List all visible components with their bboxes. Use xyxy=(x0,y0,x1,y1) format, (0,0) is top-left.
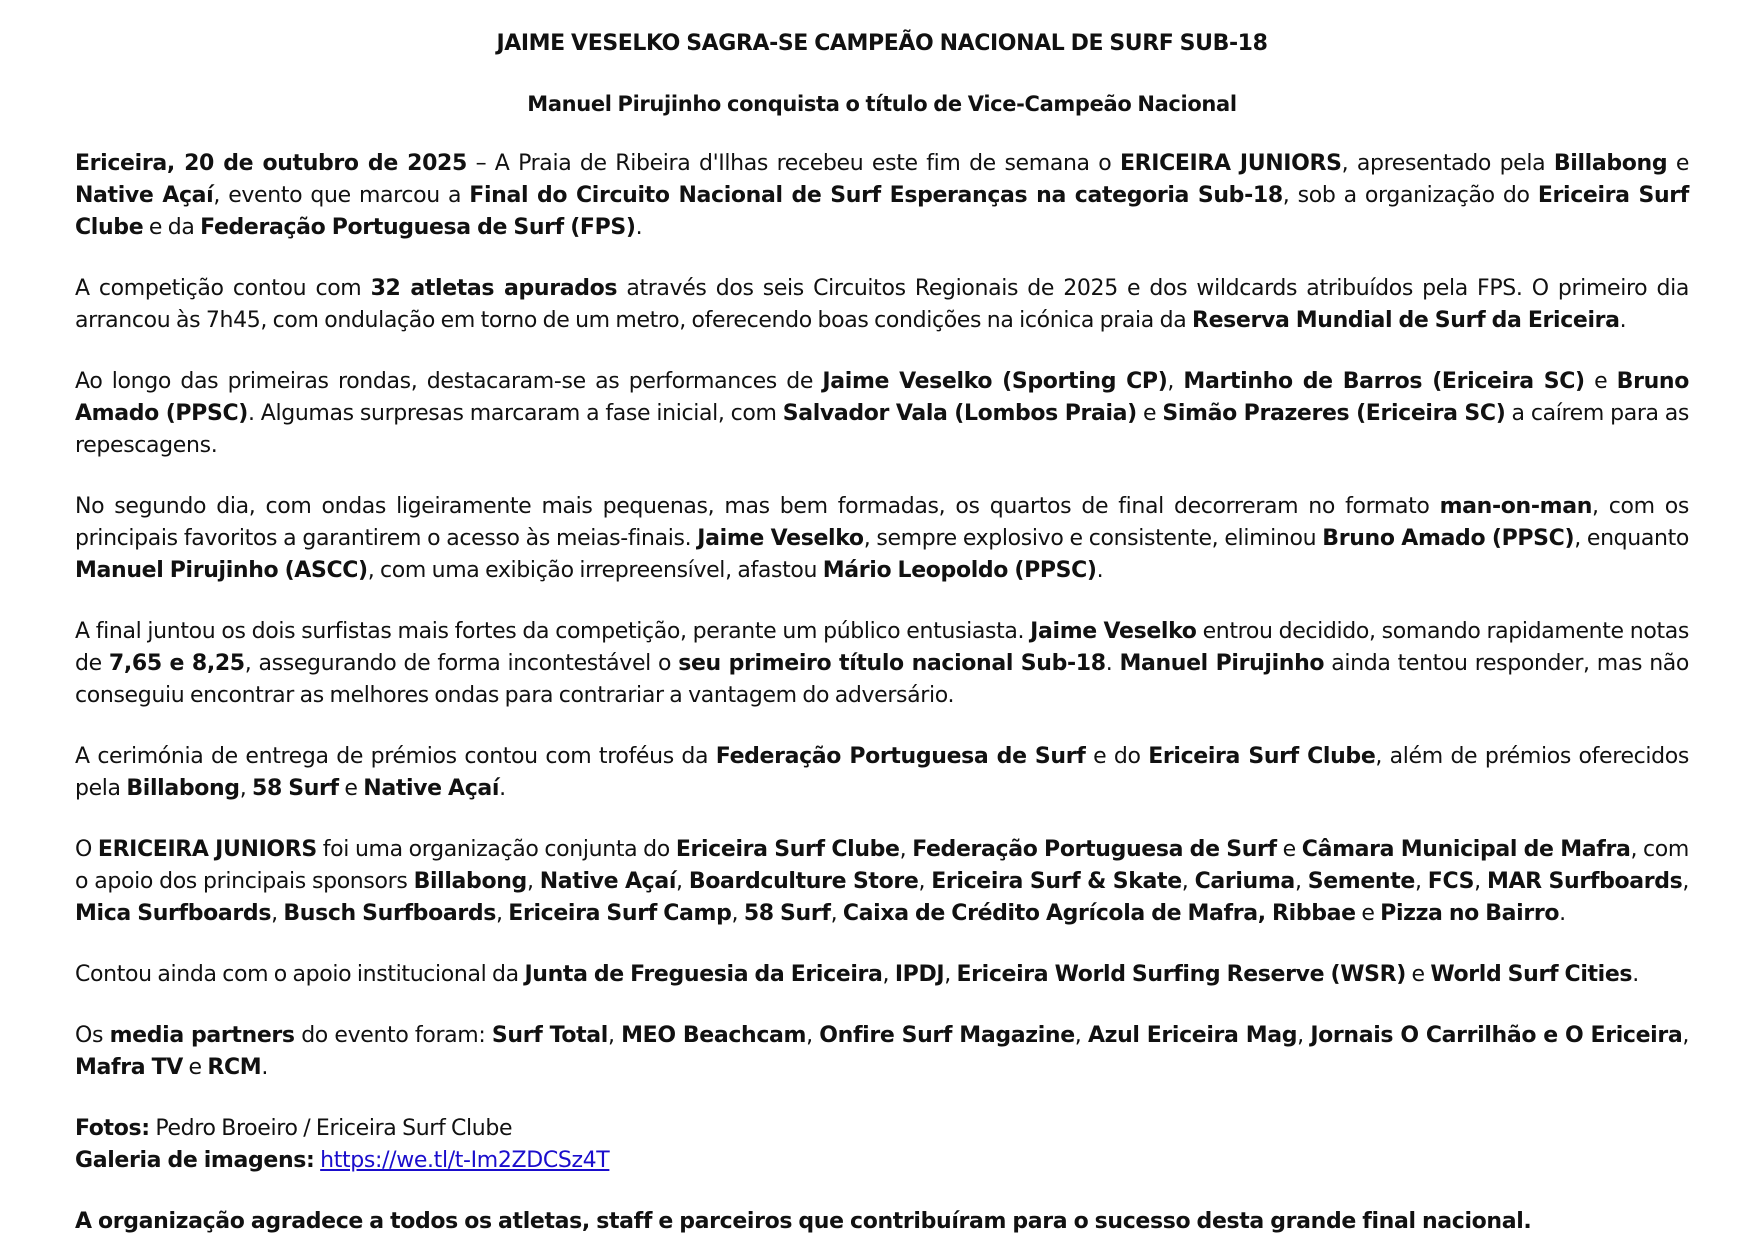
text-segment: , xyxy=(1294,869,1308,894)
text-segment: , com os principais favoritos a garantirem o acesso às meias-finais. xyxy=(75,494,1689,551)
text-segment: e xyxy=(1136,401,1163,426)
text-segment: e da xyxy=(143,215,201,240)
paragraph-organization xyxy=(75,834,1689,930)
text-segment: foi uma organização conjunta do xyxy=(316,837,676,862)
bold-text-segment: Final do Circuito Nacional de Surf Esperanças na categoria Sub-18 xyxy=(469,183,1283,208)
text-segment: , xyxy=(676,869,689,894)
bold-text-segment: Martinho de Barros (Ericeira SC) xyxy=(1183,369,1585,394)
text-segment: , xyxy=(899,837,913,862)
photo-credit-label: Fotos: xyxy=(75,1116,150,1141)
paragraph-final xyxy=(75,616,1689,712)
paragraph-intro xyxy=(75,148,1689,244)
bold-text-segment: Mafra TV xyxy=(75,1055,183,1080)
text-segment: ainda tentou responder, mas não conseguiu encontrar as melhores ondas para contrariar a vantagem do adversário. xyxy=(75,651,1690,708)
text-segment: , assegurando de forma incontestável o xyxy=(244,651,679,676)
text-segment: , xyxy=(1682,1023,1690,1048)
text-segment: , xyxy=(918,869,932,894)
text-segment: , xyxy=(239,776,253,801)
bold-text-segment: Salvador Vala (Lombos Praia) xyxy=(782,401,1137,426)
subheadline: Manuel Pirujinho conquista o título de Vice-Campeão Nacional xyxy=(527,92,1237,116)
text-segment: e xyxy=(1584,369,1617,394)
text-segment: , com uma exibição irrepreensível, afastou xyxy=(367,558,823,583)
text-segment: , xyxy=(1297,1023,1311,1048)
paragraph-first-rounds xyxy=(75,366,1689,462)
bold-text-segment: FCS xyxy=(1427,869,1475,894)
bold-text-segment: Mica Surfboards xyxy=(75,901,272,926)
bold-text-segment: Billabong xyxy=(1553,151,1668,176)
text-segment: , xyxy=(806,1023,820,1048)
bold-text-segment: Boardculture Store xyxy=(688,869,919,894)
text-segment: e xyxy=(1405,962,1431,987)
text-segment: , xyxy=(526,869,540,894)
bold-text-segment: Ericeira Surf Clube xyxy=(1148,744,1376,769)
bold-text-segment: Semente xyxy=(1307,869,1415,894)
bold-text-segment: Jaime Veselko (Sporting CP) xyxy=(822,369,1168,394)
bold-text-segment: Câmara Municipal de Mafra xyxy=(1301,837,1631,862)
gallery-link[interactable]: https://we.tl/t-Im2ZDCSz4T xyxy=(320,1148,610,1173)
bold-text-segment: Bruno Amado (PPSC) xyxy=(1322,526,1575,551)
paragraph-second-day xyxy=(75,491,1689,587)
article-body xyxy=(75,148,1689,1084)
bold-text-segment: RCM xyxy=(207,1055,262,1080)
text-segment: . xyxy=(1096,558,1104,583)
bold-text-segment: Federação Portuguesa de Surf xyxy=(912,837,1277,862)
text-segment: A competição contou com xyxy=(75,276,371,301)
text-segment: , xyxy=(607,1023,622,1048)
bold-text-segment: Junta de Freguesia da Ericeira xyxy=(524,962,883,987)
bold-text-segment: man-on-man xyxy=(1439,494,1593,519)
bold-text-segment: Ericeira Surf Clube xyxy=(75,183,1690,240)
bold-text-segment: World Surf Cities xyxy=(1430,962,1633,987)
bold-text-segment: 32 atletas apurados xyxy=(370,276,618,301)
text-segment: . xyxy=(1105,651,1120,676)
bold-text-segment: Ericeira Surf & Skate xyxy=(931,869,1182,894)
bold-text-segment: seu primeiro título nacional Sub-18 xyxy=(678,651,1106,676)
credits-block xyxy=(75,1113,1689,1177)
text-segment: . xyxy=(499,776,506,801)
text-segment: Ao longo das primeiras rondas, destacaram-se as performances de xyxy=(75,369,823,394)
text-segment: , xyxy=(1181,869,1195,894)
bold-text-segment: Billabong xyxy=(413,869,527,894)
text-segment: e xyxy=(1276,837,1302,862)
paragraph-competition xyxy=(75,273,1689,337)
bold-text-segment: 58 Surf xyxy=(252,776,339,801)
text-segment: e xyxy=(338,776,364,801)
bold-text-segment: Native Açaí xyxy=(539,869,677,894)
bold-text-segment: Jornais O Carrilhão e O Ericeira xyxy=(1310,1023,1683,1048)
bold-text-segment: Manuel Pirujinho (ASCC) xyxy=(75,558,368,583)
text-segment: , com o apoio dos principais sponsors xyxy=(75,837,1689,894)
text-segment: . xyxy=(1632,962,1639,987)
text-segment: , além de prémios oferecidos pela xyxy=(75,744,1689,801)
bold-text-segment: Cariuma xyxy=(1194,869,1295,894)
bold-text-segment: Bruno Amado (PPSC) xyxy=(75,369,1689,426)
bold-text-segment: media partners xyxy=(109,1023,295,1048)
bold-text-segment: Reserva Mundial de Surf da Ericeira xyxy=(1191,308,1620,333)
bold-text-segment: Jaime Veselko xyxy=(697,526,864,551)
closing-statement: A organização agradece a todos os atletas, staff e parceiros que contribuíram para o sucesso desta grande final nacional. xyxy=(75,1209,1532,1234)
bold-text-segment: Billabong xyxy=(126,776,240,801)
text-segment: Contou ainda com o apoio institucional da xyxy=(75,962,525,987)
press-release-page xyxy=(75,28,1689,1238)
paragraph-awards xyxy=(75,741,1689,805)
bold-text-segment: 7,65 e 8,25 xyxy=(108,651,245,676)
bold-text-segment: Federação Portuguesa de Surf (FPS) xyxy=(200,215,636,240)
text-segment: A final juntou os dois surfistas mais fortes da competição, perante um público entusiasta. xyxy=(75,619,1031,644)
text-segment: No segundo dia, com ondas ligeiramente mais pequenas, mas bem formadas, os quartos de final decorreram no formato xyxy=(75,494,1440,519)
bold-text-segment: MEO Beachcam xyxy=(621,1023,807,1048)
bold-text-segment: ERICEIRA JUNIORS xyxy=(1119,151,1342,176)
text-segment: , xyxy=(271,901,284,926)
text-segment: , apresentado pela xyxy=(1341,151,1554,176)
text-segment: – A Praia de Ribeira d'Ilhas recebeu este fim de semana o xyxy=(466,151,1120,176)
text-segment: . xyxy=(261,1055,268,1080)
bold-text-segment: 58 Surf xyxy=(743,901,831,926)
text-segment: . xyxy=(1559,901,1566,926)
bold-text-segment: Ericeira, 20 de outubro de 2025 xyxy=(75,151,467,176)
bold-text-segment: Pizza no Bairro xyxy=(1380,901,1560,926)
text-segment: A cerimónia de entrega de prémios contou com troféus da xyxy=(75,744,716,769)
bold-text-segment: Caixa de Crédito Agrícola de Mafra, Ribbae xyxy=(842,901,1356,926)
bold-text-segment: Mário Leopoldo (PPSC) xyxy=(822,558,1097,583)
text-segment: entrou decidido, somando rapidamente notas de xyxy=(75,619,1689,676)
text-segment: Os xyxy=(75,1023,110,1048)
headline: JAIME VESELKO SAGRA-SE CAMPEÃO NACIONAL DE SURF SUB-18 xyxy=(496,31,1268,56)
bold-text-segment: Ericeira Surf Clube xyxy=(675,837,900,862)
text-segment: , xyxy=(731,901,744,926)
bold-text-segment: Jaime Veselko xyxy=(1030,619,1197,644)
bold-text-segment: Ericeira World Surfing Reserve (WSR) xyxy=(956,962,1406,987)
bold-text-segment: Busch Surfboards xyxy=(283,901,496,926)
text-segment: , xyxy=(1682,869,1690,894)
text-segment: . xyxy=(635,215,643,240)
text-segment: , xyxy=(1474,869,1487,894)
bold-text-segment: Ericeira Surf Camp xyxy=(508,901,732,926)
bold-text-segment: Native Açaí xyxy=(363,776,500,801)
photo-credit xyxy=(75,1113,1689,1145)
paragraph-institutional xyxy=(75,959,1689,991)
text-segment: , xyxy=(830,901,843,926)
bold-text-segment: Manuel Pirujinho xyxy=(1119,651,1325,676)
text-segment: , xyxy=(1414,869,1428,894)
text-segment: , enquanto xyxy=(1574,526,1689,551)
text-segment: através dos seis Circuitos Regionais de 2025 e dos wildcards atribuídos pela FPS. O primeiro dia arrancou às 7h45, com ondulação em torno de um metro, oferecendo boas condições na icónica praia da xyxy=(75,276,1689,333)
text-segment: . xyxy=(1619,308,1627,333)
text-segment: e xyxy=(182,1055,208,1080)
bold-text-segment: Simão Prazeres (Ericeira SC) xyxy=(1162,401,1506,426)
bold-text-segment: Native Açaí xyxy=(75,183,214,208)
text-segment: , xyxy=(1074,1023,1088,1048)
bold-text-segment: MAR Surfboards xyxy=(1486,869,1683,894)
bold-text-segment: IPDJ xyxy=(894,962,945,987)
text-segment: do evento foram: xyxy=(294,1023,492,1048)
text-segment: e xyxy=(1355,901,1381,926)
text-segment: , sob a organização do xyxy=(1282,183,1538,208)
bold-text-segment: ERICEIRA JUNIORS xyxy=(97,837,317,862)
bold-text-segment: Azul Ericeira Mag xyxy=(1087,1023,1298,1048)
bold-text-segment: Onfire Surf Magazine xyxy=(819,1023,1075,1048)
text-segment: , evento que marcou a xyxy=(213,183,470,208)
text-segment: e do xyxy=(1085,744,1149,769)
photo-credit-value: Pedro Broeiro / Ericeira Surf Clube xyxy=(149,1116,513,1141)
text-segment: e xyxy=(1667,151,1690,176)
bold-text-segment: Federação Portuguesa de Surf xyxy=(715,744,1086,769)
text-segment: , xyxy=(1167,369,1184,394)
gallery-label: Galeria de imagens: xyxy=(75,1148,315,1173)
paragraph-media-partners xyxy=(75,1020,1689,1084)
text-segment: , xyxy=(882,962,895,987)
text-segment: , sempre explosivo e consistente, eliminou xyxy=(863,526,1323,551)
text-segment: , xyxy=(944,962,957,987)
text-segment: , xyxy=(495,901,509,926)
text-segment: O xyxy=(75,837,98,862)
bold-text-segment: Surf Total xyxy=(491,1023,608,1048)
text-segment: . Algumas surpresas marcaram a fase inicial, com xyxy=(247,401,783,426)
text-segment: a caírem para as repescagens. xyxy=(75,401,1690,458)
gallery-credit xyxy=(75,1145,1689,1177)
